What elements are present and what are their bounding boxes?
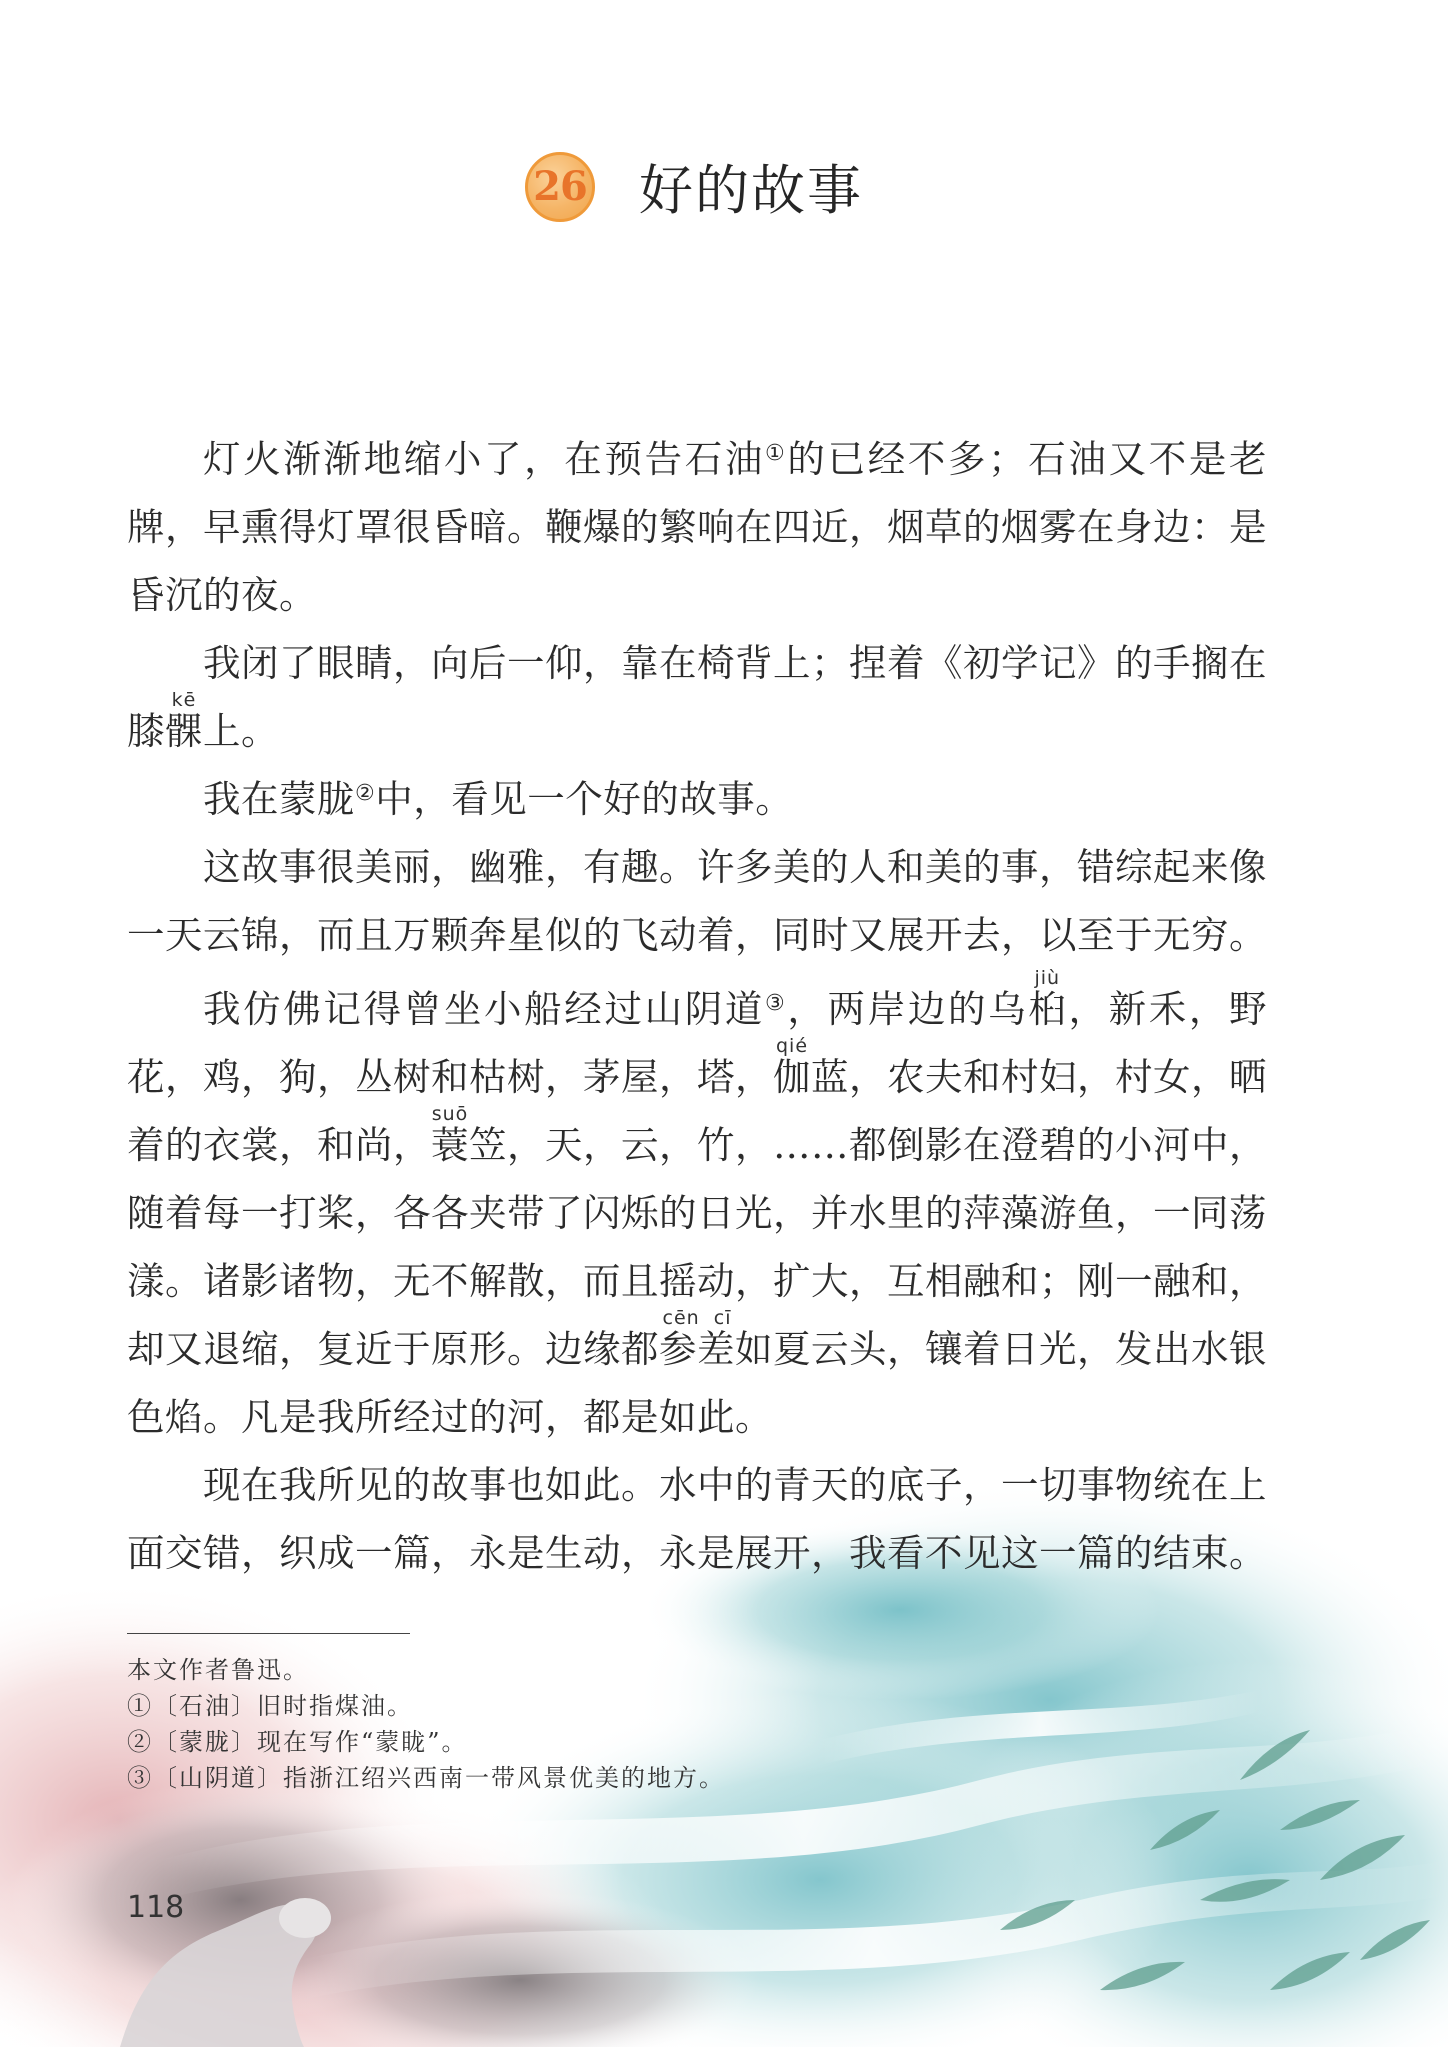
footnote-2: ②〔蒙胧〕现在写作“蒙眬”。: [127, 1728, 468, 1756]
ruby-annotation-jiu: 桕jiù: [1028, 967, 1069, 1031]
lesson-body: [127, 425, 1267, 1587]
lesson-number: 26: [533, 163, 587, 210]
footnote-ref-2: ②: [355, 780, 376, 806]
ruby-annotation-cenci: 参差cēn cī: [659, 1307, 735, 1371]
footnotes: [127, 1652, 1027, 1796]
footnote-3: ③〔山阴道〕指浙江绍兴西南一带风景优美的地方。: [127, 1764, 725, 1792]
ruby-annotation-qie: 伽qié: [773, 1035, 811, 1099]
paragraph-6: 现在我所见的故事也如此。水中的青天的底子，一切事物统在上面交错，织成一篇，永是生动，永是展开，我看不见这一篇的结束。: [127, 1463, 1267, 1575]
footnote-ref-3: ③: [765, 990, 788, 1016]
paragraph-3: 我在蒙胧②中，看见一个好的故事。: [203, 777, 794, 821]
ruby-annotation-suo: 蓑suō: [431, 1103, 469, 1167]
footnote-divider: [127, 1633, 410, 1634]
lesson-header: [0, 148, 1448, 225]
paragraph-1: 灯火渐渐地缩小了，在预告石油①的已经不多；石油又不是老牌，早熏得灯罩很昏暗。鞭爆的繁响在四近，烟草的烟雾在身边：是昏沉的夜。: [127, 437, 1267, 617]
lesson-title: 好的故事: [639, 159, 863, 222]
ruby-annotation-ke: 髁kē: [165, 689, 203, 753]
footnote-ref-1: ①: [765, 440, 788, 466]
lesson-number-badge: [525, 152, 595, 222]
footnote-author: 本文作者鲁迅。: [127, 1656, 309, 1684]
footnote-1: ①〔石油〕旧时指煤油。: [127, 1692, 413, 1720]
paragraph-5: 我仿佛记得曾坐小船经过山阴道③，两岸边的乌桕jiù，新禾，野花，鸡，狗，丛树和枯树，茅屋，塔，伽qié蓝，农夫和村妇，村女，晒着的衣裳，和尚，蓑suō笠，天，云，竹，……都倒影在澄碧的小河中，随着每一打桨，各各夹带了闪烁的日光，并水里的萍藻游鱼，一同荡漾。诸影诸物，无不解散，而且摇动，扩大，互相融和；刚一融和，却又退缩，复近于原形。边缘都参差cēn cī如夏云头，镶着日光，发出水银色焰。凡是我所经过的河，都是如此。: [127, 967, 1268, 1439]
paragraph-4: 这故事很美丽，幽雅，有趣。许多美的人和美的事，错综起来像一天云锦，而且万颗奔星似的飞动着，同时又展开去，以至于无穷。: [127, 845, 1267, 957]
paragraph-2: 我闭了眼睛，向后一仰，靠在椅背上；捏着《初学记》的手搁在膝髁kē上。: [127, 641, 1267, 753]
page-number: 118: [127, 1890, 185, 1925]
